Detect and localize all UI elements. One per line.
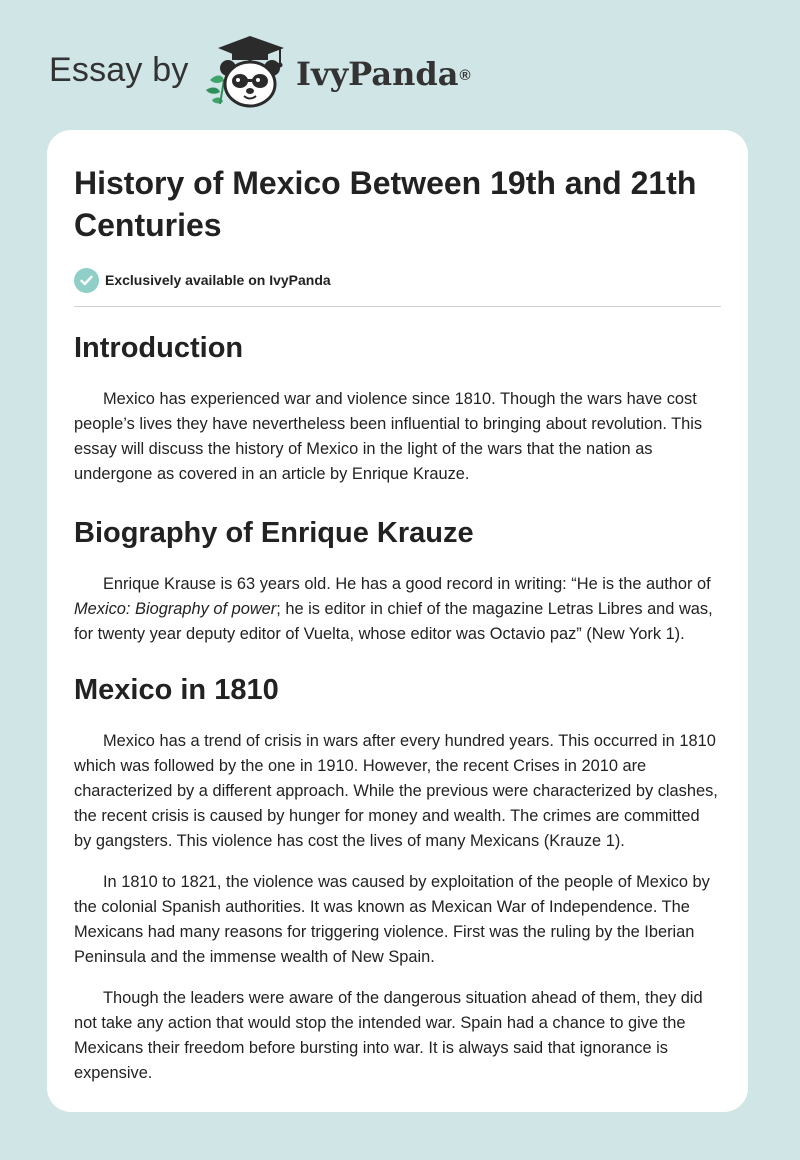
exclusive-badge bbox=[74, 267, 721, 293]
essay-by-label: Essay by bbox=[49, 51, 189, 89]
page-title: History of Mexico Between 19th and 21th Centuries bbox=[74, 165, 697, 243]
paragraph-text: Enrique Krause is 63 years old. He has a good record in writing: “He is the author of bbox=[103, 575, 711, 593]
panda-graduate-icon[interactable] bbox=[200, 34, 292, 110]
section-heading-introduction: Introduction bbox=[74, 332, 244, 364]
paragraph: Though the leaders were aware of the dangerous situation ahead of them, they did not take any action that would stop the intended war. Spain had a chance to give the Mexicans their freedom before bursting into war. It is always said that ignorance is expensive. bbox=[74, 989, 703, 1082]
paragraph: Mexico has a trend of crisis in wars after every hundred years. This occurred in 1810 which was followed by the one in 1910. However, the recent Crises in 2010 are characterized by a different approach. While the previous were characterized by clashes, the recent crisis is caused by hunger for money and wealth. The crimes are committed by gangsters. This violence has cost the lives of many Mexicans (Krauze 1). bbox=[74, 732, 718, 850]
check-icon bbox=[74, 268, 99, 293]
paragraph-text: ; he is editor in chief of the magazine Letras Libres and was, for twenty year deputy editor of Vuelta, whose editor was Octavio paz” (New York 1). bbox=[74, 600, 713, 643]
brand-logo-text[interactable] bbox=[296, 54, 471, 94]
section-heading-biography: Biography of Enrique Krauze bbox=[74, 517, 474, 549]
essay-card bbox=[47, 130, 748, 1112]
title-divider bbox=[74, 306, 721, 307]
registered-mark: ® bbox=[459, 67, 471, 84]
book-title: Mexico: Biography of power bbox=[74, 600, 277, 618]
brand-name: IvyPanda bbox=[296, 55, 459, 93]
exclusive-badge-text: Exclusively available on IvyPanda bbox=[105, 272, 331, 288]
site-header bbox=[0, 0, 800, 130]
paragraph bbox=[74, 572, 721, 647]
paragraph: In 1810 to 1821, the violence was caused by exploitation of the people of Mexico by the colonial Spanish authorities. It was known as Mexican War of Independence. The Mexicans had many reasons for triggering violence. First was the ruling by the Iberian Peninsula and the immense wealth of New Spain. bbox=[74, 873, 710, 966]
paragraph: Mexico has experienced war and violence since 1810. Though the wars have cost people’s lives they have nevertheless been influential to bringing about revolution. This essay will discuss the history of Mexico in the light of the wars that the nation as undergone as covered in an article by Enrique Krauze. bbox=[74, 390, 703, 483]
section-heading-mexico-1810: Mexico in 1810 bbox=[74, 674, 279, 706]
